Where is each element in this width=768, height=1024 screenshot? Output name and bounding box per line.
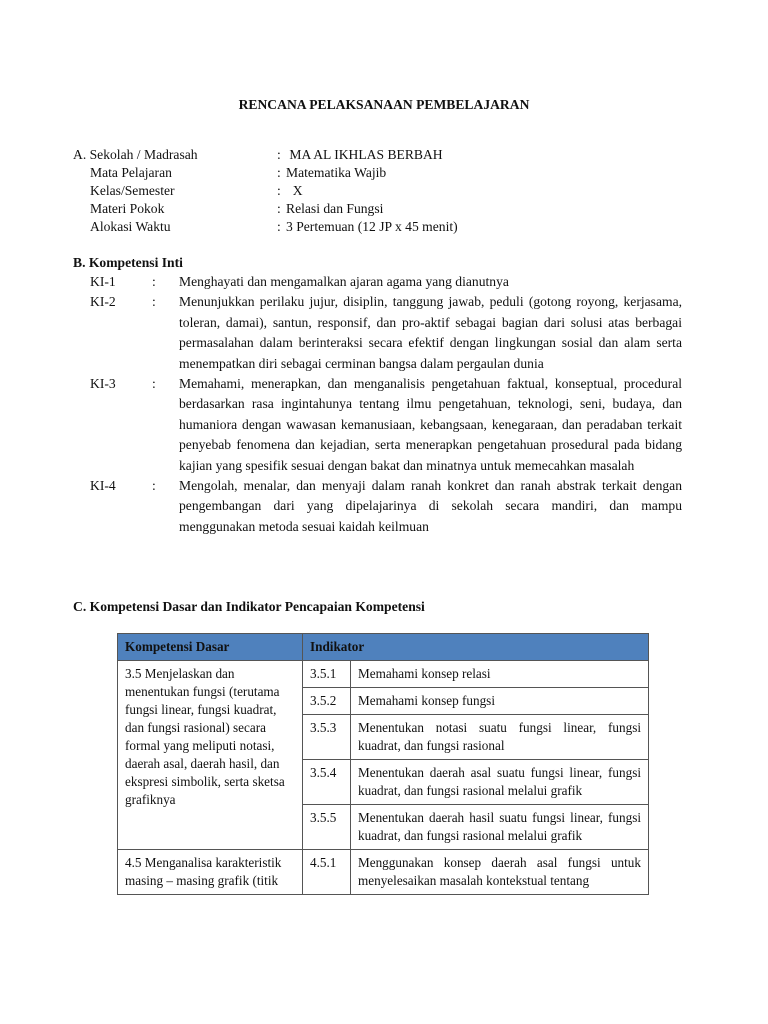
ki-item [90,374,682,476]
identity-label: Materi Pokok [90,201,165,216]
ki-item [90,476,682,537]
ki-list [90,272,682,537]
kd-cell: 4.5 Menganalisa karakteristik masing – masing grafik (titik [118,850,303,895]
table-row [118,661,649,688]
ki-text: Mengolah, menalar, dan menyaji dalam ranah konkret dan ranah abstrak terkait dengan pengembangan dari yang dipelajarinya di sekolah secara mandiri, dan mampu menggunakan metoda sesuai kaidah keilmuan [179,478,682,534]
indicator-code: 3.5.2 [303,688,351,715]
header-kompetensi-dasar: Kompetensi Dasar [118,634,303,661]
indicator-code: 3.5.4 [303,760,351,805]
indicator-text: Menentukan daerah hasil suatu fungsi linear, fungsi kuadrat, dan fungsi rasional melalui grafik [351,805,649,850]
indicator-code: 3.5.3 [303,715,351,760]
identity-row-school [73,146,693,164]
ki-text: Menghayati dan mengamalkan ajaran agama yang dianutnya [179,274,509,289]
header-indikator: Indikator [303,634,649,661]
identity-value: 3 Pertemuan (12 JP x 45 menit) [286,219,458,234]
identity-label: Mata Pelajaran [90,165,172,180]
ki-text: Memahami, menerapkan, dan menganalisis pengetahuan faktual, konseptual, procedural berdasarkan rasa ingintahunya tentang ilmu pengetahuan, teknologi, seni, budaya, dan humaniora dengan wawasan kemanusiaan, kebangsaan, kenegaraan, dan peradaban terkait penyebab fenomena dan kejadian, serta menerapkan pengetahuan prosedural pada bidang kajian yang spesifik sesuai dengan bakat dan minatnya untuk memecahkan masalah [179,376,682,473]
identity-colon: : [277,219,281,234]
ki-code: KI-3 [90,376,116,392]
indicator-text: Menggunakan konsep daerah asal fungsi untuk menyelesaikan masalah kontekstual tentang [351,850,649,895]
identity-value: X [286,183,303,198]
identity-colon: : [277,183,281,198]
ki-code: KI-4 [90,478,116,494]
identity-label: A. Sekolah / Madrasah [73,147,198,162]
competency-table [117,633,649,895]
ki-text: Menunjukkan perilaku jujur, disiplin, tanggung jawab, peduli (gotong royong, kerjasama, toleran, damai), santun, responsif, dan pro-aktif sebagai bagian dari solusi atas berbagai permasalahan dalam berinteraksi secara efektif dengan lingkungan sosial dan alam serta menempatkan diri sebagai cerminan bangsa dalam pergaulan dunia [179,294,682,371]
indicator-code: 3.5.1 [303,661,351,688]
identity-value: MA AL IKHLAS BERBAH [286,147,443,162]
ki-code: KI-2 [90,294,116,310]
identity-block [73,146,693,236]
ki-item [90,272,682,292]
section-c-heading: C. Kompetensi Dasar dan Indikator Pencapaian Kompetensi [73,599,425,614]
identity-colon: : [277,201,281,216]
indicator-code: 3.5.5 [303,805,351,850]
ki-separator: : [152,274,156,289]
indicator-text: Memahami konsep relasi [351,661,649,688]
indicator-code: 4.5.1 [303,850,351,895]
ki-separator: : [152,478,156,494]
identity-colon: : [277,165,281,180]
table-row [118,850,649,895]
identity-row-topic [73,200,693,218]
kd-cell: 3.5 Menjelaskan dan menentukan fungsi (terutama fungsi linear, fungsi kuadrat, dan fungsi rasional) secara formal yang meliputi notasi, daerah asal, daerah hasil, dan ekspresi simbolik, serta sketsa grafiknya [118,661,303,850]
section-b-heading: B. Kompetensi Inti [73,255,183,270]
identity-row-time [73,218,693,236]
indicator-text: Menentukan notasi suatu fungsi linear, fungsi kuadrat, dan fungsi rasional [351,715,649,760]
identity-value: Relasi dan Fungsi [286,201,384,216]
ki-separator: : [152,294,156,310]
document-title: RENCANA PELAKSANAAN PEMBELAJARAN [238,97,530,112]
indicator-text: Menentukan daerah asal suatu fungsi linear, fungsi kuadrat, dan fungsi rasional melalui grafik [351,760,649,805]
ki-item [90,292,682,374]
identity-colon: : [277,147,281,162]
indicator-text: Memahami konsep fungsi [351,688,649,715]
identity-row-class [73,182,693,200]
identity-row-subject [73,164,693,182]
identity-label: Alokasi Waktu [90,219,171,234]
identity-value: Matematika Wajib [286,165,387,180]
table-header-row [118,634,649,661]
identity-label: Kelas/Semester [90,183,175,198]
ki-separator: : [152,376,156,392]
ki-code: KI-1 [90,274,116,289]
